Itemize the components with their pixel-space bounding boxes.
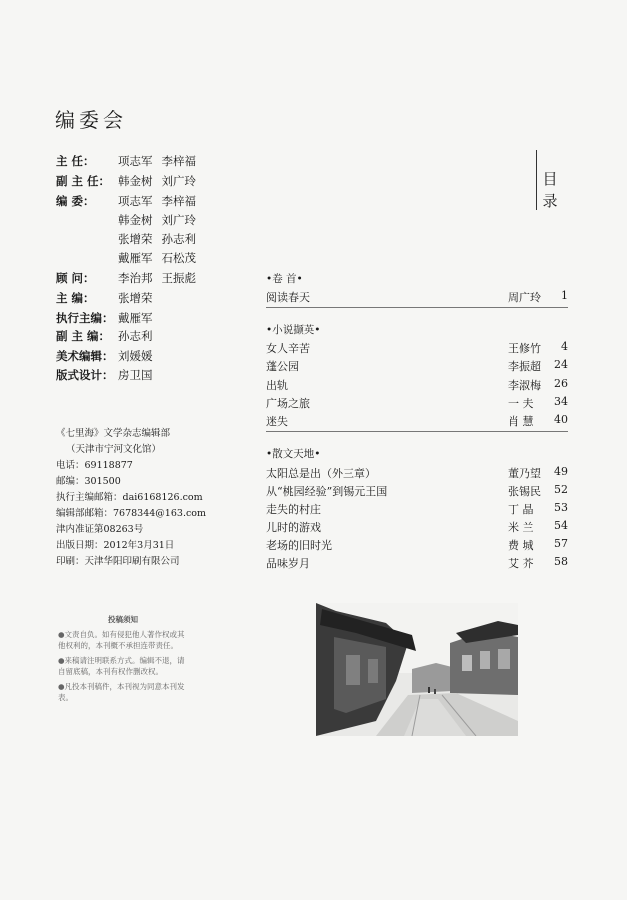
toc-entry-page: 4 bbox=[561, 340, 568, 353]
board-row bbox=[56, 250, 205, 268]
toc-entry[interactable] bbox=[266, 413, 568, 429]
contact-info bbox=[56, 426, 206, 576]
board-name: 韩金树 bbox=[118, 213, 153, 227]
board-name: 李梓福 bbox=[161, 194, 196, 208]
toc-entry-title: 从“桃园经验”到锡元王国 bbox=[266, 485, 388, 498]
toc-entry-title: 蓬公园 bbox=[266, 360, 299, 373]
toc-entry-author: 米 兰 bbox=[508, 521, 534, 534]
toc-header-rule bbox=[536, 150, 537, 210]
toc-entry-page: 54 bbox=[554, 519, 568, 532]
board-name: 韩金树 bbox=[118, 174, 153, 188]
board-name: 项志军 bbox=[118, 194, 153, 208]
toc-entry-page: 58 bbox=[554, 555, 568, 568]
board-name: 戴雁军 bbox=[118, 311, 153, 325]
board-role: 美术编辑： bbox=[56, 349, 114, 363]
toc-entry-title: 走失的村庄 bbox=[266, 503, 321, 516]
toc-entry-page: 57 bbox=[554, 537, 568, 550]
toc-entry-page: 52 bbox=[554, 483, 568, 496]
board-role: 顾 问： bbox=[56, 271, 95, 285]
toc-section-title: •卷 首• bbox=[266, 273, 303, 285]
toc-entry-title: 儿时的游戏 bbox=[266, 521, 321, 534]
toc-entry-author: 一 夫 bbox=[508, 397, 534, 410]
board-name: 张增荣 bbox=[118, 291, 153, 305]
toc-entry[interactable] bbox=[266, 555, 568, 571]
toc-entry-author: 董乃望 bbox=[508, 467, 541, 480]
toc-entry[interactable] bbox=[266, 377, 568, 393]
toc-entry-author: 艾 芥 bbox=[508, 557, 534, 570]
board-role: 副 主 任： bbox=[56, 174, 111, 188]
notice-paragraph: ●来稿请注明联系方式。编辑不退，请自留底稿，本刊有权作删改权。 bbox=[58, 656, 185, 676]
contact-line: （天津市宁河文化馆） bbox=[66, 444, 162, 455]
toc-divider bbox=[266, 307, 568, 308]
toc-entry-page: 53 bbox=[554, 501, 568, 514]
submission-notice bbox=[58, 614, 188, 740]
toc-header bbox=[542, 168, 558, 212]
board-role: 副 主 编： bbox=[56, 329, 111, 343]
board-name: 李梓福 bbox=[161, 154, 196, 168]
contact-line: 编辑部邮箱：7678344@163.com bbox=[56, 508, 206, 519]
toc-entry[interactable] bbox=[266, 395, 568, 411]
board-row bbox=[56, 173, 205, 191]
board-row bbox=[56, 231, 205, 249]
contact-line: 《七里海》文学杂志编辑部 bbox=[56, 428, 171, 439]
toc-entry[interactable] bbox=[266, 501, 568, 517]
board-row bbox=[56, 367, 162, 385]
toc-section-title: •小说撷英• bbox=[266, 324, 321, 336]
toc-divider bbox=[266, 431, 568, 432]
toc-entry-author: 张锡民 bbox=[508, 485, 541, 498]
toc-entry-title: 品味岁月 bbox=[266, 557, 310, 570]
street-photo bbox=[316, 603, 518, 736]
toc-entry-page: 49 bbox=[554, 465, 568, 478]
toc-entry-author: 李振超 bbox=[508, 360, 541, 373]
toc-entry-page: 1 bbox=[561, 289, 568, 302]
board-role: 执行主编： bbox=[56, 311, 114, 325]
board-row bbox=[56, 348, 162, 366]
notice-title: 投稿须知 bbox=[108, 615, 138, 624]
toc-entry-author: 费 城 bbox=[508, 539, 534, 552]
toc-entry[interactable] bbox=[266, 537, 568, 553]
toc-entry-page: 24 bbox=[554, 358, 568, 371]
toc-entry-title: 女人辛苦 bbox=[266, 342, 310, 355]
board-name: 孙志利 bbox=[161, 232, 196, 246]
toc-entry-page: 40 bbox=[554, 413, 568, 426]
notice-paragraph: ●文责自负。如有侵犯他人著作权或其他权利的，本刊概不承担连带责任。 bbox=[58, 630, 185, 650]
board-name: 石松茂 bbox=[161, 251, 196, 265]
toc-entry[interactable] bbox=[266, 519, 568, 535]
toc-entry-title: 太阳总是出（外三章） bbox=[266, 467, 376, 480]
toc-entry[interactable] bbox=[266, 340, 568, 356]
toc-entry-author: 王修竹 bbox=[508, 342, 541, 355]
board-name: 王振彪 bbox=[161, 271, 196, 285]
toc-entry-title: 迷失 bbox=[266, 415, 288, 428]
contact-line: 津内准证第08263号 bbox=[56, 524, 144, 535]
board-role: 版式设计： bbox=[56, 368, 114, 382]
toc-header-char: 目 bbox=[542, 170, 558, 188]
board-row bbox=[56, 328, 162, 346]
board-row bbox=[56, 193, 205, 211]
board-name: 戴雁军 bbox=[118, 251, 153, 265]
contact-line: 出版日期：2012年3月31日 bbox=[56, 540, 175, 551]
board-row bbox=[56, 310, 162, 328]
board-row bbox=[56, 153, 205, 171]
board-row bbox=[56, 212, 205, 230]
board-name: 李治邦 bbox=[118, 271, 153, 285]
toc-entry-title: 阅读春天 bbox=[266, 291, 310, 304]
toc-entry-page: 26 bbox=[554, 377, 568, 390]
board-role: 主 任： bbox=[56, 154, 95, 168]
board-name: 刘媛媛 bbox=[118, 349, 153, 363]
toc-entry-author: 丁 晶 bbox=[508, 503, 534, 516]
board-title: 编委会 bbox=[55, 108, 127, 132]
toc-entry-page: 34 bbox=[554, 395, 568, 408]
toc-entry-title: 广场之旅 bbox=[266, 397, 310, 410]
contact-line: 邮编：301500 bbox=[56, 476, 121, 487]
board-name: 刘广玲 bbox=[161, 213, 196, 227]
toc-entry[interactable] bbox=[266, 358, 568, 374]
toc-header-char: 录 bbox=[542, 192, 558, 210]
toc-entry-author: 周广玲 bbox=[508, 291, 541, 304]
toc-entry[interactable] bbox=[266, 483, 568, 499]
board-name: 房卫国 bbox=[118, 368, 153, 382]
toc-entry-author: 李淑梅 bbox=[508, 379, 541, 392]
board-row bbox=[56, 270, 205, 288]
contact-line: 印刷：天津华阳印刷有限公司 bbox=[56, 556, 180, 567]
board-role: 主 编： bbox=[56, 291, 95, 305]
toc-entry[interactable] bbox=[266, 289, 568, 305]
toc-entry-title: 老场的旧时光 bbox=[266, 539, 332, 552]
contact-line: 执行主编邮箱：dai6168126.com bbox=[56, 492, 203, 503]
board-name: 项志军 bbox=[118, 154, 153, 168]
contact-line: 电话：69118877 bbox=[56, 460, 133, 471]
board-row bbox=[56, 290, 162, 308]
board-role: 编 委： bbox=[56, 194, 95, 208]
notice-paragraph: ●凡投本刊稿件，本刊视为同意本刊发表。 bbox=[58, 682, 185, 702]
board-name: 刘广玲 bbox=[161, 174, 196, 188]
toc-entry-title: 出轨 bbox=[266, 379, 288, 392]
toc-section-title: •散文天地• bbox=[266, 448, 321, 460]
board-name: 孙志利 bbox=[118, 329, 153, 343]
toc-entry[interactable] bbox=[266, 465, 568, 481]
toc-entry-author: 肖 慧 bbox=[508, 415, 534, 428]
board-name: 张增荣 bbox=[118, 232, 153, 246]
